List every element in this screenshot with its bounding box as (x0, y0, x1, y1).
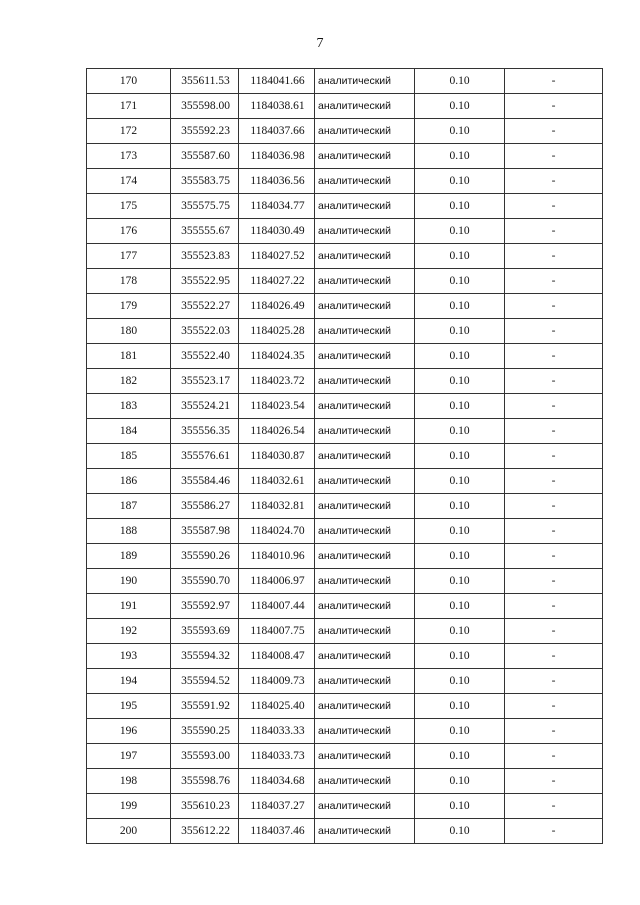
note-cell: - (505, 719, 603, 744)
accuracy-cell: 0.10 (415, 169, 505, 194)
x-coordinate-cell: 355610.23 (171, 794, 239, 819)
method-cell: аналитический (315, 544, 415, 569)
y-coordinate-cell: 1184027.22 (239, 269, 315, 294)
x-coordinate-cell: 355592.97 (171, 594, 239, 619)
y-coordinate-cell: 1184032.81 (239, 494, 315, 519)
note-cell: - (505, 619, 603, 644)
note-cell: - (505, 694, 603, 719)
point-number-cell: 192 (87, 619, 171, 644)
page-number: 7 (316, 36, 324, 51)
note-cell: - (505, 744, 603, 769)
x-coordinate-cell: 355522.40 (171, 344, 239, 369)
accuracy-cell: 0.10 (415, 344, 505, 369)
note-cell: - (505, 419, 603, 444)
table-row (87, 494, 603, 519)
accuracy-cell: 0.10 (415, 819, 505, 844)
method-cell: аналитический (315, 294, 415, 319)
x-coordinate-cell: 355612.22 (171, 819, 239, 844)
x-coordinate-cell: 355592.23 (171, 119, 239, 144)
note-cell: - (505, 94, 603, 119)
method-cell: аналитический (315, 94, 415, 119)
table-row (87, 644, 603, 669)
accuracy-cell: 0.10 (415, 544, 505, 569)
table-row (87, 344, 603, 369)
coordinates-table-body (87, 69, 603, 844)
accuracy-cell: 0.10 (415, 419, 505, 444)
y-coordinate-cell: 1184023.72 (239, 369, 315, 394)
x-coordinate-cell: 355590.70 (171, 569, 239, 594)
point-number-cell: 173 (87, 144, 171, 169)
note-cell: - (505, 544, 603, 569)
point-number-cell: 171 (87, 94, 171, 119)
table-row (87, 469, 603, 494)
point-number-cell: 198 (87, 769, 171, 794)
y-coordinate-cell: 1184024.35 (239, 344, 315, 369)
method-cell: аналитический (315, 619, 415, 644)
method-cell: аналитический (315, 244, 415, 269)
x-coordinate-cell: 355555.67 (171, 219, 239, 244)
point-number-cell: 179 (87, 294, 171, 319)
y-coordinate-cell: 1184024.70 (239, 519, 315, 544)
point-number-cell: 191 (87, 594, 171, 619)
table-row (87, 694, 603, 719)
accuracy-cell: 0.10 (415, 119, 505, 144)
x-coordinate-cell: 355587.60 (171, 144, 239, 169)
note-cell: - (505, 644, 603, 669)
table-row (87, 219, 603, 244)
accuracy-cell: 0.10 (415, 619, 505, 644)
y-coordinate-cell: 1184036.98 (239, 144, 315, 169)
table-row (87, 444, 603, 469)
point-number-cell: 175 (87, 194, 171, 219)
table-row (87, 394, 603, 419)
note-cell: - (505, 294, 603, 319)
note-cell: - (505, 394, 603, 419)
method-cell: аналитический (315, 419, 415, 444)
table-row (87, 544, 603, 569)
method-cell: аналитический (315, 794, 415, 819)
y-coordinate-cell: 1184037.66 (239, 119, 315, 144)
note-cell: - (505, 144, 603, 169)
y-coordinate-cell: 1184023.54 (239, 394, 315, 419)
accuracy-cell: 0.10 (415, 94, 505, 119)
table-row (87, 719, 603, 744)
point-number-cell: 189 (87, 544, 171, 569)
point-number-cell: 181 (87, 344, 171, 369)
x-coordinate-cell: 355594.32 (171, 644, 239, 669)
note-cell: - (505, 819, 603, 844)
x-coordinate-cell: 355584.46 (171, 469, 239, 494)
x-coordinate-cell: 355522.95 (171, 269, 239, 294)
y-coordinate-cell: 1184026.54 (239, 419, 315, 444)
point-number-cell: 176 (87, 219, 171, 244)
y-coordinate-cell: 1184025.40 (239, 694, 315, 719)
note-cell: - (505, 369, 603, 394)
method-cell: аналитический (315, 444, 415, 469)
accuracy-cell: 0.10 (415, 444, 505, 469)
method-cell: аналитический (315, 144, 415, 169)
accuracy-cell: 0.10 (415, 244, 505, 269)
point-number-cell: 190 (87, 569, 171, 594)
method-cell: аналитический (315, 469, 415, 494)
accuracy-cell: 0.10 (415, 144, 505, 169)
note-cell: - (505, 469, 603, 494)
x-coordinate-cell: 355522.27 (171, 294, 239, 319)
point-number-cell: 195 (87, 694, 171, 719)
point-number-cell: 177 (87, 244, 171, 269)
method-cell: аналитический (315, 169, 415, 194)
table-row (87, 69, 603, 94)
note-cell: - (505, 319, 603, 344)
accuracy-cell: 0.10 (415, 294, 505, 319)
x-coordinate-cell: 355611.53 (171, 69, 239, 94)
method-cell: аналитический (315, 219, 415, 244)
y-coordinate-cell: 1184030.49 (239, 219, 315, 244)
accuracy-cell: 0.10 (415, 194, 505, 219)
x-coordinate-cell: 355594.52 (171, 669, 239, 694)
accuracy-cell: 0.10 (415, 369, 505, 394)
table-row (87, 419, 603, 444)
table-row (87, 819, 603, 844)
x-coordinate-cell: 355590.26 (171, 544, 239, 569)
table-row (87, 744, 603, 769)
point-number-cell: 187 (87, 494, 171, 519)
y-coordinate-cell: 1184032.61 (239, 469, 315, 494)
x-coordinate-cell: 355586.27 (171, 494, 239, 519)
point-number-cell: 193 (87, 644, 171, 669)
point-number-cell: 186 (87, 469, 171, 494)
x-coordinate-cell: 355587.98 (171, 519, 239, 544)
table-row (87, 94, 603, 119)
method-cell: аналитический (315, 519, 415, 544)
point-number-cell: 172 (87, 119, 171, 144)
point-number-cell: 185 (87, 444, 171, 469)
table-row (87, 169, 603, 194)
note-cell: - (505, 119, 603, 144)
table-row (87, 244, 603, 269)
accuracy-cell: 0.10 (415, 394, 505, 419)
method-cell: аналитический (315, 69, 415, 94)
note-cell: - (505, 669, 603, 694)
table-row (87, 519, 603, 544)
point-number-cell: 200 (87, 819, 171, 844)
method-cell: аналитический (315, 594, 415, 619)
method-cell: аналитический (315, 644, 415, 669)
y-coordinate-cell: 1184037.27 (239, 794, 315, 819)
table-row (87, 369, 603, 394)
note-cell: - (505, 494, 603, 519)
table-row (87, 144, 603, 169)
y-coordinate-cell: 1184027.52 (239, 244, 315, 269)
method-cell: аналитический (315, 769, 415, 794)
note-cell: - (505, 194, 603, 219)
point-number-cell: 199 (87, 794, 171, 819)
point-number-cell: 178 (87, 269, 171, 294)
method-cell: аналитический (315, 344, 415, 369)
x-coordinate-cell: 355593.69 (171, 619, 239, 644)
accuracy-cell: 0.10 (415, 769, 505, 794)
table-row (87, 794, 603, 819)
note-cell: - (505, 344, 603, 369)
accuracy-cell: 0.10 (415, 744, 505, 769)
y-coordinate-cell: 1184010.96 (239, 544, 315, 569)
accuracy-cell: 0.10 (415, 494, 505, 519)
table-row (87, 294, 603, 319)
y-coordinate-cell: 1184008.47 (239, 644, 315, 669)
x-coordinate-cell: 355556.35 (171, 419, 239, 444)
accuracy-cell: 0.10 (415, 69, 505, 94)
x-coordinate-cell: 355590.25 (171, 719, 239, 744)
table-row (87, 619, 603, 644)
y-coordinate-cell: 1184007.75 (239, 619, 315, 644)
y-coordinate-cell: 1184033.73 (239, 744, 315, 769)
note-cell: - (505, 269, 603, 294)
accuracy-cell: 0.10 (415, 319, 505, 344)
point-number-cell: 196 (87, 719, 171, 744)
note-cell: - (505, 169, 603, 194)
x-coordinate-cell: 355576.61 (171, 444, 239, 469)
point-number-cell: 180 (87, 319, 171, 344)
y-coordinate-cell: 1184026.49 (239, 294, 315, 319)
accuracy-cell: 0.10 (415, 694, 505, 719)
accuracy-cell: 0.10 (415, 594, 505, 619)
method-cell: аналитический (315, 494, 415, 519)
method-cell: аналитический (315, 269, 415, 294)
y-coordinate-cell: 1184025.28 (239, 319, 315, 344)
point-number-cell: 188 (87, 519, 171, 544)
note-cell: - (505, 519, 603, 544)
accuracy-cell: 0.10 (415, 669, 505, 694)
note-cell: - (505, 594, 603, 619)
note-cell: - (505, 244, 603, 269)
accuracy-cell: 0.10 (415, 219, 505, 244)
x-coordinate-cell: 355524.21 (171, 394, 239, 419)
accuracy-cell: 0.10 (415, 269, 505, 294)
method-cell: аналитический (315, 194, 415, 219)
table-row (87, 569, 603, 594)
accuracy-cell: 0.10 (415, 644, 505, 669)
table-row (87, 669, 603, 694)
point-number-cell: 197 (87, 744, 171, 769)
point-number-cell: 174 (87, 169, 171, 194)
x-coordinate-cell: 355575.75 (171, 194, 239, 219)
coordinates-table (86, 68, 603, 844)
x-coordinate-cell: 355583.75 (171, 169, 239, 194)
method-cell: аналитический (315, 319, 415, 344)
y-coordinate-cell: 1184033.33 (239, 719, 315, 744)
point-number-cell: 182 (87, 369, 171, 394)
point-number-cell: 170 (87, 69, 171, 94)
note-cell: - (505, 769, 603, 794)
method-cell: аналитический (315, 119, 415, 144)
y-coordinate-cell: 1184009.73 (239, 669, 315, 694)
y-coordinate-cell: 1184041.66 (239, 69, 315, 94)
y-coordinate-cell: 1184034.68 (239, 769, 315, 794)
method-cell: аналитический (315, 744, 415, 769)
y-coordinate-cell: 1184036.56 (239, 169, 315, 194)
x-coordinate-cell: 355598.00 (171, 94, 239, 119)
x-coordinate-cell: 355598.76 (171, 769, 239, 794)
note-cell: - (505, 794, 603, 819)
note-cell: - (505, 569, 603, 594)
x-coordinate-cell: 355523.83 (171, 244, 239, 269)
point-number-cell: 184 (87, 419, 171, 444)
y-coordinate-cell: 1184038.61 (239, 94, 315, 119)
y-coordinate-cell: 1184037.46 (239, 819, 315, 844)
accuracy-cell: 0.10 (415, 469, 505, 494)
method-cell: аналитический (315, 369, 415, 394)
point-number-cell: 194 (87, 669, 171, 694)
note-cell: - (505, 69, 603, 94)
accuracy-cell: 0.10 (415, 794, 505, 819)
method-cell: аналитический (315, 719, 415, 744)
method-cell: аналитический (315, 819, 415, 844)
method-cell: аналитический (315, 394, 415, 419)
accuracy-cell: 0.10 (415, 719, 505, 744)
y-coordinate-cell: 1184030.87 (239, 444, 315, 469)
y-coordinate-cell: 1184034.77 (239, 194, 315, 219)
y-coordinate-cell: 1184007.44 (239, 594, 315, 619)
accuracy-cell: 0.10 (415, 519, 505, 544)
x-coordinate-cell: 355591.92 (171, 694, 239, 719)
table-row (87, 319, 603, 344)
note-cell: - (505, 219, 603, 244)
method-cell: аналитический (315, 694, 415, 719)
table-row (87, 269, 603, 294)
method-cell: аналитический (315, 669, 415, 694)
table-row (87, 119, 603, 144)
x-coordinate-cell: 355523.17 (171, 369, 239, 394)
point-number-cell: 183 (87, 394, 171, 419)
note-cell: - (505, 444, 603, 469)
table-row (87, 769, 603, 794)
method-cell: аналитический (315, 569, 415, 594)
y-coordinate-cell: 1184006.97 (239, 569, 315, 594)
accuracy-cell: 0.10 (415, 569, 505, 594)
table-row (87, 194, 603, 219)
x-coordinate-cell: 355522.03 (171, 319, 239, 344)
x-coordinate-cell: 355593.00 (171, 744, 239, 769)
table-row (87, 594, 603, 619)
